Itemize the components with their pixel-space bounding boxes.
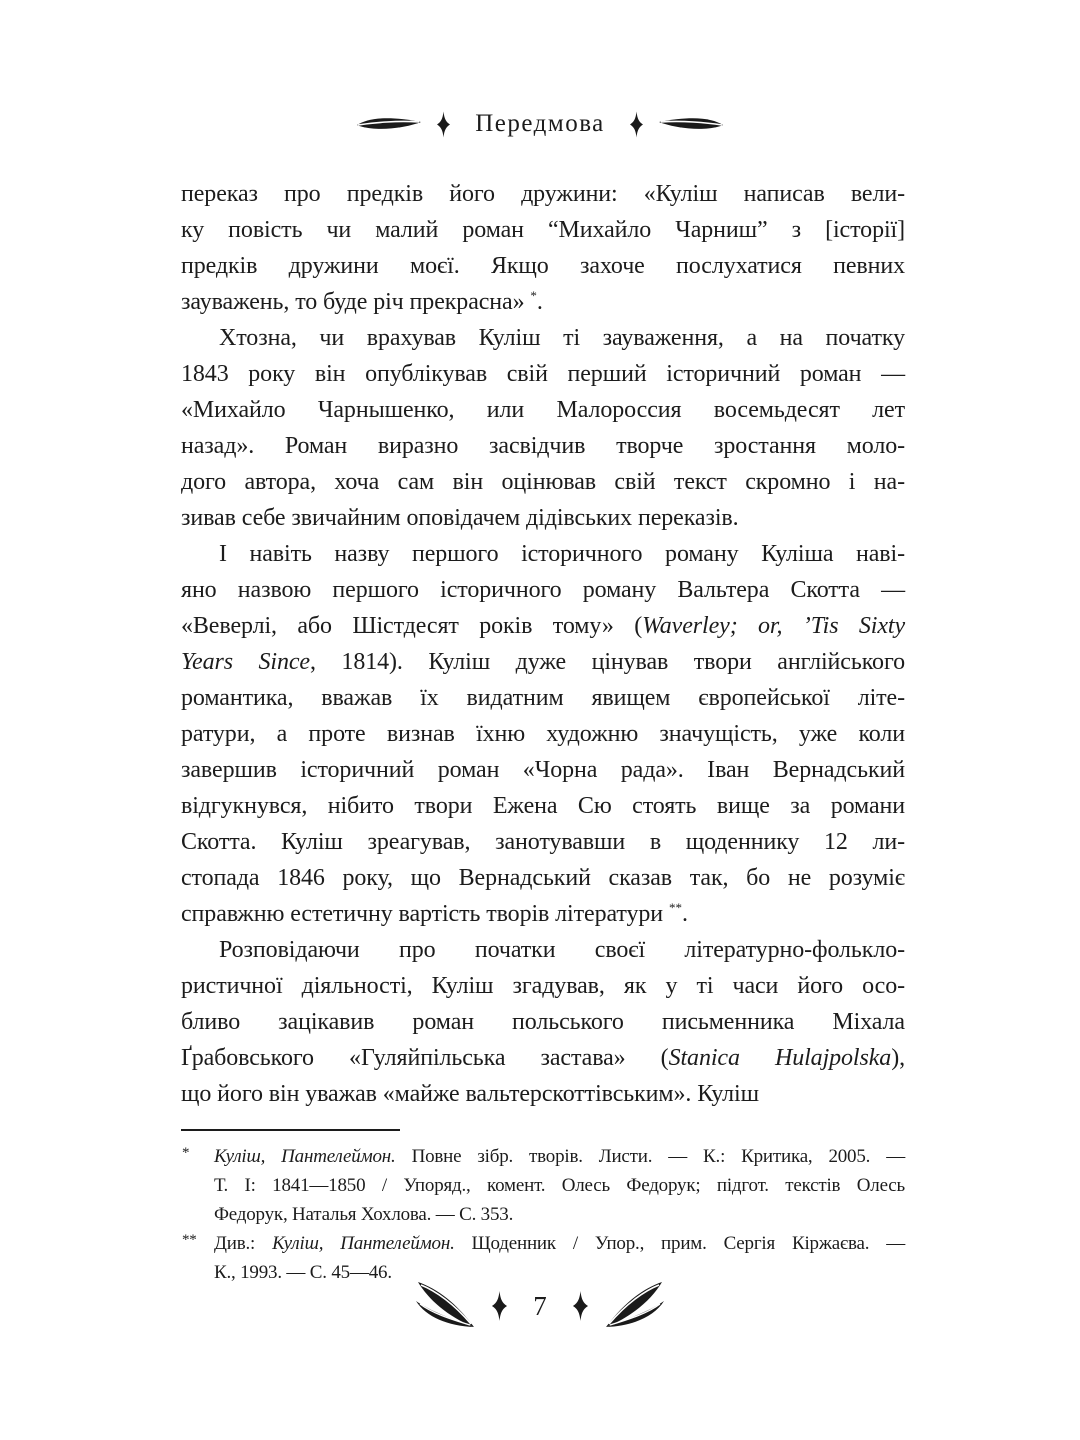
footnote-line: Див.: Куліш, Пантелеймон. Щоденник / Упор., прим. Сергія Кіржаєва. — bbox=[214, 1233, 905, 1254]
text-line: справжню естетичну вартість творів літератури **. bbox=[181, 900, 688, 927]
text-line: переказ про предків його дружини: «Куліш написав вели- bbox=[181, 181, 905, 207]
text-line: Ґрабовського «Гуляйпільська застава» (Stanica Hulajpolska), bbox=[181, 1045, 905, 1071]
footnote-marker: ** bbox=[182, 1232, 197, 1248]
leaf-ornament-left-icon bbox=[356, 115, 422, 133]
text-line: 1843 року він опублікував свій перший історичний роман — bbox=[181, 361, 905, 387]
footnote-line: Федорук, Наталья Хохлова. — С. 353. bbox=[214, 1204, 514, 1225]
leaf-ornament-right-icon bbox=[658, 115, 724, 133]
text-line: яно назвою першого історичного роману Вальтера Скотта — bbox=[181, 577, 905, 603]
diamond-icon bbox=[492, 1291, 507, 1321]
paragraph bbox=[181, 536, 905, 932]
page-number: 7 bbox=[533, 1290, 547, 1321]
footnote-line: Т. І: 1841—1850 / Упоряд., комент. Олесь Федорук; підгот. текстів Олесь bbox=[214, 1175, 905, 1196]
text-line: ристичної діяльності, Куліш згадував, як у ті часи його осо- bbox=[181, 973, 905, 999]
text-line: стопада 1846 року, що Вернадський сказав так, бо не розуміє bbox=[181, 865, 905, 891]
double-leaf-ornament-left-icon bbox=[414, 1281, 476, 1331]
diamond-icon bbox=[573, 1291, 588, 1321]
footnote-marker: * bbox=[182, 1145, 190, 1161]
text-line: романтика, вважав їх видатним явищем європейської літе- bbox=[181, 685, 905, 711]
text-line: Розповідаючи про початки своєї літературно-фолькло- bbox=[219, 937, 905, 963]
footnote-rule bbox=[181, 1129, 400, 1131]
text-line: завершив історичний роман «Чорна рада». Іван Вернадський bbox=[181, 757, 905, 783]
text-line: «Веверлі, або Шістдесят років тому» (Waverley; or, ’Tis Sixty bbox=[181, 613, 905, 639]
text-line: ку повість чи малий роман “Михайло Чарниш” з [історії] bbox=[181, 217, 905, 243]
double-leaf-ornament-right-icon bbox=[604, 1281, 666, 1331]
footnote-line: К., 1993. — С. 45—46. bbox=[214, 1262, 392, 1283]
paragraph bbox=[181, 176, 905, 320]
text-line: що його він уважав «майже вальтерскоттівським». Куліш bbox=[181, 1081, 759, 1107]
text-line: зауважень, то буде річ прекрасна» *. bbox=[181, 288, 543, 315]
text-line: І навіть назву першого історичного роману Куліша наві- bbox=[219, 541, 905, 567]
text-line: Years Since, 1814). Куліш дуже цінував твори англійського bbox=[181, 649, 905, 675]
paragraph bbox=[181, 932, 905, 1112]
page-footer bbox=[0, 1278, 1080, 1334]
diamond-icon bbox=[437, 111, 450, 138]
running-head-row bbox=[0, 104, 1080, 144]
footnote bbox=[181, 1142, 905, 1229]
text-line: зивав себе звичайним оповідачем дідівських переказів. bbox=[181, 505, 739, 531]
text-line: відгукнувся, нібито твори Ежена Сю стоять вище за романи bbox=[181, 793, 905, 819]
text-line: дого автора, хоча сам він оцінював свій текст скромно і на- bbox=[181, 469, 905, 495]
text-line: назад». Роман виразно засвідчив творче зростання моло- bbox=[181, 433, 905, 459]
text-line: Хтозна, чи врахував Куліш ті зауваження, а на початку bbox=[219, 325, 905, 351]
paragraph bbox=[181, 320, 905, 536]
text-line: ратури, а проте визнав їхню художню значущість, уже коли bbox=[181, 721, 905, 747]
text-line: Скотта. Куліш зреагував, занотувавши в щоденнику 12 ли- bbox=[181, 829, 905, 855]
text-line: «Михайло Чарнышенко, или Малороссия восемьдесят лет bbox=[181, 397, 905, 423]
body-text bbox=[181, 176, 905, 1112]
footnote-line: Куліш, Пантелеймон. Повне зібр. творів. Листи. — К.: Критика, 2005. — bbox=[214, 1146, 905, 1167]
text-line: предків дружини моєї. Якщо захоче послухатися певних bbox=[181, 253, 905, 279]
text-line: бливо зацікавив роман польського письменника Міхала bbox=[181, 1009, 905, 1035]
diamond-icon bbox=[630, 111, 643, 138]
running-head: Передмова bbox=[475, 110, 605, 137]
footnotes bbox=[181, 1142, 905, 1287]
